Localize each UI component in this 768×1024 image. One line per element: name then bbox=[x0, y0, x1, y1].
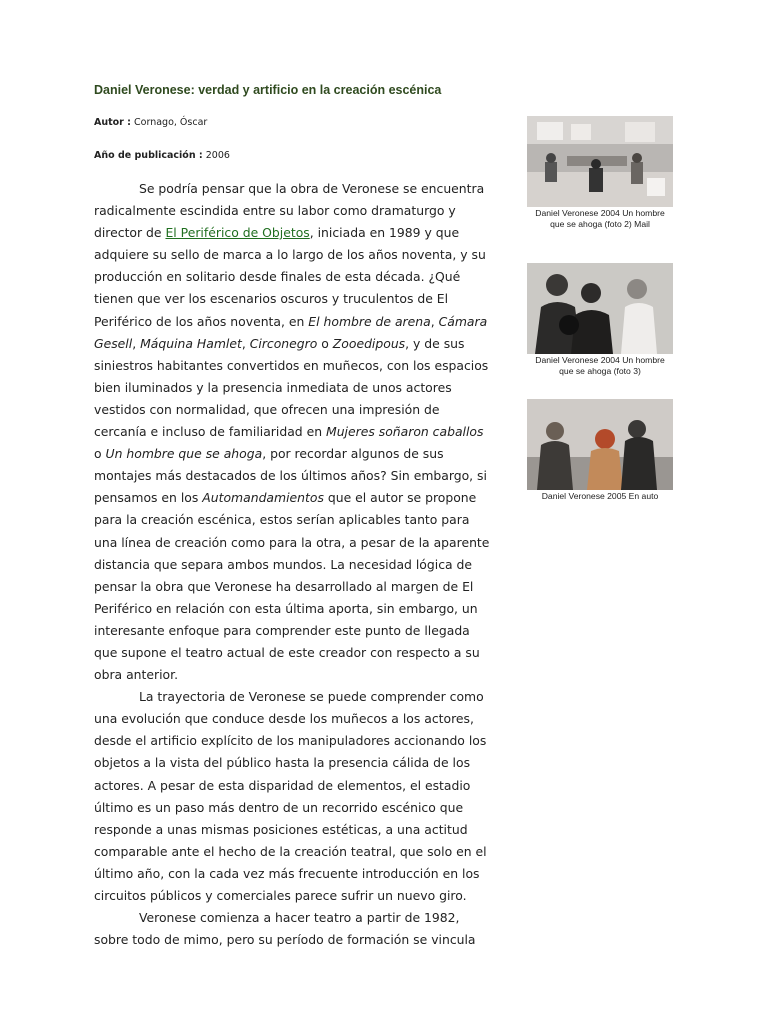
figure-2-caption: Daniel Veronese 2004 Un hombre que se ahoga (foto 3) bbox=[535, 355, 665, 376]
paragraph-2: La trayectoria de Veronese se puede comprender como una evolución que conduce desde los muñecos a los actores, desde el artificio explícito de los manipuladores accionando los objetos a la vista del público hasta la presencia cálida de los actores. A pesar de esta disparidad de elementos, el estadio último es un paso más dentro de un recorrido escénico que responde a unas mismas posiciones estéticas, a una actitud comparable ante el hecho de la creación teatral, que solo en el último año, con la cada vez más frecuente introducción en los circuitos públicos y comerciales parece sufrir un nuevo giro. bbox=[94, 689, 487, 903]
figure-1 bbox=[527, 116, 673, 230]
year-label: Año de publicación : bbox=[94, 150, 203, 161]
paragraph-3: Veronese comienza a hacer teatro a partir de 1982, sobre todo de mimo, pero su período de formación se vincula bbox=[94, 910, 476, 948]
article-body bbox=[94, 178, 494, 951]
author-label: Autor : bbox=[94, 117, 131, 128]
paragraph-1: Se podría pensar que la obra de Veronese se encuentra radicalmente escindida entre su labor como dramaturgo y director de El Periférico de Objetos, iniciada en 1989 y que adquiere su sello de marca a lo largo de los años noventa, y su producción en solitario desde finales de esta década. ¿Qué tienen que ver los escenarios oscuros y truculentos de El Periférico de los años noventa, en El hombre de arena, Cámara Gesell, Máquina Hamlet, Circonegro o Zooedipous, y de sus siniestros habitantes convertidos en muñecos, con los espacios bien iluminados y la presencia inmediata de unos actores vestidos con normalidad, que ofrecen una impresión de cercanía e incluso de familiaridad en Mujeres soñaron caballos o Un hombre que se ahoga, por recordar algunos de sus montajes más destacados de los últimos años? Sin embargo, si pensamos en los Automandamientos que el autor se propone para la creación escénica, estos serían aplicables tanto para una línea de creación como para la otra, a pesar de la aparente distancia que separa ambos mundos. La necesidad lógica de pensar la obra que Veronese ha desarrollado al margen de El Periférico en relación con esta última aporta, sin embargo, un interesante enfoque para comprender este punto de llegada que supone el teatro actual de este creador con respecto a su obra anterior. bbox=[94, 181, 490, 683]
year-value: 2006 bbox=[205, 150, 230, 161]
stage-photo-2[interactable] bbox=[527, 263, 673, 354]
year-line bbox=[94, 150, 230, 161]
stage-photo-3[interactable] bbox=[527, 399, 673, 490]
periferico-link[interactable]: El Periférico de Objetos bbox=[165, 225, 310, 241]
figure-3 bbox=[527, 399, 673, 502]
author-name: Cornago, Óscar bbox=[134, 117, 208, 128]
figure-1-caption: Daniel Veronese 2004 Un hombre que se ahoga (foto 2) Mail bbox=[535, 208, 665, 229]
figure-3-caption: Daniel Veronese 2005 En auto bbox=[541, 491, 659, 501]
article-title: Daniel Veronese: verdad y artificio en la creación escénica bbox=[94, 83, 442, 97]
author-line bbox=[94, 117, 207, 128]
figure-2 bbox=[527, 263, 673, 377]
stage-photo-1[interactable] bbox=[527, 116, 673, 207]
